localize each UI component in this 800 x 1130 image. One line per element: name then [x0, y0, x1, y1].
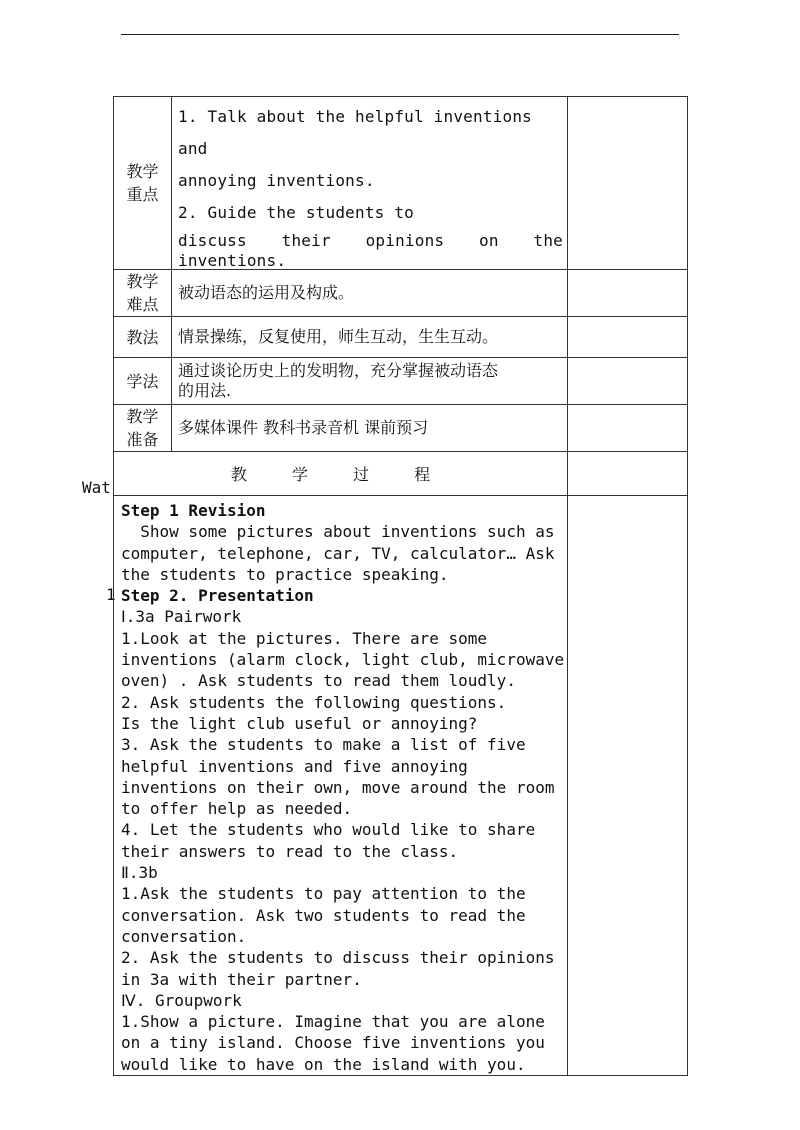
- process-line: would like to have on the island with you.: [121, 1054, 526, 1074]
- label-teaching-focus: [114, 97, 172, 270]
- stray-text-1: 1: [106, 585, 116, 604]
- teaching-method-content: 情景操练，反复使用，师生互动，生生互动。: [172, 317, 568, 358]
- process-line: 4. Let the students who would like to share: [121, 820, 536, 840]
- label-teaching-prep: [114, 405, 172, 452]
- process-line: Is the light club useful or annoying?: [121, 713, 478, 733]
- label-teaching-difficulty: [114, 270, 172, 317]
- process-line: conversation. Ask two students to read the: [121, 905, 526, 925]
- lesson-plan-table: [113, 96, 688, 1076]
- process-line: inventions (alarm clock, light club, microwave: [121, 650, 565, 670]
- row-teaching-difficulty: [114, 270, 688, 317]
- label-teaching-method: 教法: [114, 317, 172, 358]
- notes-cell: [568, 97, 688, 270]
- process-title: 教 学 过 程: [114, 452, 568, 496]
- notes-cell: [568, 496, 688, 1076]
- process-line: their answers to read to the class.: [121, 841, 459, 861]
- process-line: 2. Ask students the following questions.: [121, 692, 507, 712]
- row-teaching-prep: [114, 405, 688, 452]
- process-line: the students to practice speaking.: [121, 564, 449, 584]
- label-study-method: 学法: [114, 358, 172, 405]
- process-line: oven) . Ask students to read them loudly.: [121, 671, 516, 691]
- study-line: 的用法.: [178, 381, 232, 400]
- label-line: 难点: [126, 295, 159, 314]
- stray-text-wat: Wat: [82, 478, 111, 497]
- process-content: [114, 496, 568, 1076]
- row-study-method: [114, 358, 688, 405]
- label-line: 准备: [126, 430, 159, 449]
- process-line: conversation.: [121, 926, 247, 946]
- header-rule: [121, 34, 679, 35]
- focus-line: 1. Talk about the helpful inventions and: [178, 107, 532, 158]
- label-line: 教学: [126, 407, 159, 426]
- process-line: 1.Show a picture. Imagine that you are alone: [121, 1012, 545, 1032]
- notes-cell: [568, 270, 688, 317]
- notes-cell: [568, 452, 688, 496]
- notes-cell: [568, 358, 688, 405]
- row-process-title: [114, 452, 688, 496]
- notes-cell: [568, 405, 688, 452]
- process-line: Step 1 Revision: [121, 501, 266, 520]
- process-line: Step 2. Presentation: [121, 586, 314, 606]
- label-line: 教学: [126, 272, 159, 291]
- process-line: 3. Ask the students to make a list of five: [121, 735, 526, 755]
- row-teaching-method: [114, 317, 688, 358]
- focus-line: 2. Guide the students to: [178, 203, 414, 222]
- process-line: Ⅰ.3a Pairwork: [121, 607, 242, 627]
- notes-cell: [568, 317, 688, 358]
- focus-line: inventions.: [178, 251, 287, 270]
- label-line: 教学: [126, 162, 159, 181]
- focus-line: discuss their opinions on the: [178, 231, 563, 250]
- focus-line: annoying inventions.: [178, 171, 375, 190]
- process-line: Show some pictures about inventions such as: [121, 522, 555, 542]
- process-line: Ⅱ.3b: [121, 863, 158, 883]
- process-line: 2. Ask the students to discuss their opinions: [121, 948, 555, 968]
- process-line: in 3a with their partner.: [121, 969, 362, 989]
- study-line: 通过谈论历史上的发明物，充分掌握被动语态: [178, 361, 499, 380]
- process-line: 1.Look at the pictures. There are some: [121, 628, 488, 648]
- row-process-body: [114, 496, 688, 1076]
- process-line: helpful inventions and five annoying: [121, 756, 468, 776]
- process-line: to offer help as needed.: [121, 799, 353, 819]
- process-line: 1.Ask the students to pay attention to the: [121, 884, 526, 904]
- row-teaching-focus: [114, 97, 688, 270]
- study-method-content: [172, 358, 568, 405]
- process-line: computer, telephone, car, TV, calculator… Ask: [121, 543, 555, 563]
- teaching-focus-content: [172, 97, 568, 270]
- label-line: 重点: [126, 185, 159, 204]
- process-line: Ⅳ. Groupwork: [121, 990, 242, 1010]
- teaching-difficulty-content: 被动语态的运用及构成。: [172, 270, 568, 317]
- process-line: inventions on their own, move around the room: [121, 777, 555, 797]
- process-line: on a tiny island. Choose five inventions you: [121, 1033, 545, 1053]
- teaching-prep-content: 多媒体课件 教科书录音机 课前预习: [172, 405, 568, 452]
